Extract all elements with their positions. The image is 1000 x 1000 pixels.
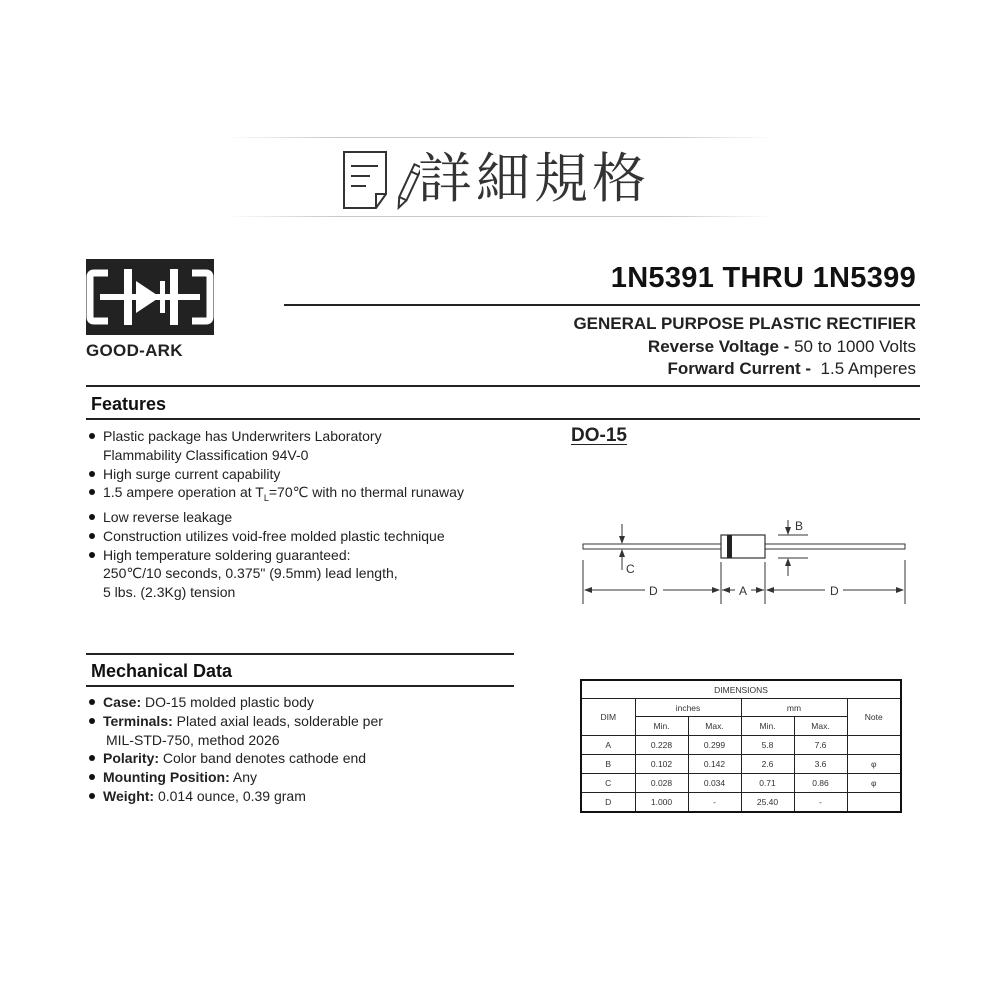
- features-top-divider: [86, 385, 920, 387]
- list-item: Mounting Position: Any: [88, 768, 383, 787]
- table-title-row: [581, 680, 901, 699]
- table-title: DIMENSIONS: [581, 680, 901, 699]
- reverse-voltage-label: Reverse Voltage -: [647, 337, 795, 356]
- company-logo: [86, 259, 214, 335]
- diode-logo-icon: [86, 259, 214, 335]
- table-subheader-row: Min. Max. Min. Max.: [581, 717, 901, 736]
- list-item: Plastic package has Underwriters Laboratory Flammability Classification 94V-0: [88, 427, 464, 465]
- forward-current-label: Forward Current -: [667, 359, 816, 378]
- table-row: B 0.102 0.142 2.6 3.6 φ: [581, 755, 901, 774]
- dimensions-table: [580, 679, 902, 813]
- table-row: A 0.228 0.299 5.8 7.6: [581, 736, 901, 755]
- lead-right: [765, 544, 905, 549]
- features-bottom-divider: [86, 418, 920, 420]
- part-number-title: 1N5391 THRU 1N5399: [610, 262, 916, 294]
- mechanical-bottom-divider: [86, 685, 514, 687]
- dim-header: DIM: [581, 699, 635, 736]
- reverse-voltage-value: 50 to 1000 Volts: [794, 337, 916, 356]
- dim-label-c: C: [626, 562, 635, 576]
- do15-package-diagram: [575, 510, 915, 610]
- cathode-band: [727, 535, 732, 558]
- table-header-row: [581, 699, 901, 717]
- features-title: Features: [91, 394, 167, 414]
- mechanical-top-divider: [86, 653, 514, 655]
- reverse-voltage-spec: [648, 337, 916, 357]
- company-name: GOOD-ARK: [86, 341, 183, 360]
- dim-label-d-left: D: [649, 584, 658, 598]
- list-item: Construction utilizes void-free molded plastic technique: [88, 527, 464, 546]
- dim-label-d-right: D: [830, 584, 839, 598]
- document-pencil-icon: [340, 148, 420, 214]
- list-item: High surge current capability: [88, 465, 464, 484]
- dim-label-a: A: [739, 584, 748, 598]
- list-item: High temperature soldering guaranteed: 250℃/10 seconds, 0.375" (9.5mm) lead length, 5 lbs. (2.3Kg) tension: [88, 546, 464, 602]
- title-divider: [284, 304, 920, 306]
- banner-title: 詳細規格: [418, 147, 650, 210]
- list-item: Polarity: Color band denotes cathode end: [88, 749, 383, 768]
- forward-current-value: 1.5 Amperes: [815, 359, 916, 378]
- list-item: Terminals: Plated axial leads, solderable per MIL-STD-750, method 2026: [88, 712, 383, 750]
- list-item: Case: DO-15 molded plastic body: [88, 693, 383, 712]
- package-label: DO-15: [571, 425, 627, 446]
- features-list: [88, 427, 464, 602]
- inches-header: inches: [635, 699, 741, 717]
- forward-current-spec: [668, 359, 916, 379]
- list-item: Weight: 0.014 ounce, 0.39 gram: [88, 787, 383, 806]
- banner-bottom-divider: [225, 216, 775, 217]
- mechanical-list: [88, 693, 383, 806]
- note-header: Note: [847, 699, 901, 736]
- lead-left: [583, 544, 721, 549]
- table-row: C 0.028 0.034 0.71 0.86 φ: [581, 774, 901, 793]
- list-item: 1.5 ampere operation at $T_L=70℃$ with no thermal runaway: [88, 483, 464, 508]
- list-item: Low reverse leakage: [88, 508, 464, 527]
- mechanical-title: Mechanical Data: [91, 661, 233, 681]
- dim-label-b: B: [795, 519, 804, 533]
- table-row: D 1.000 - 25.40 -: [581, 793, 901, 813]
- product-subtitle: GENERAL PURPOSE PLASTIC RECTIFIER: [573, 314, 916, 333]
- mm-header: mm: [741, 699, 847, 717]
- banner-top-divider: [225, 137, 775, 138]
